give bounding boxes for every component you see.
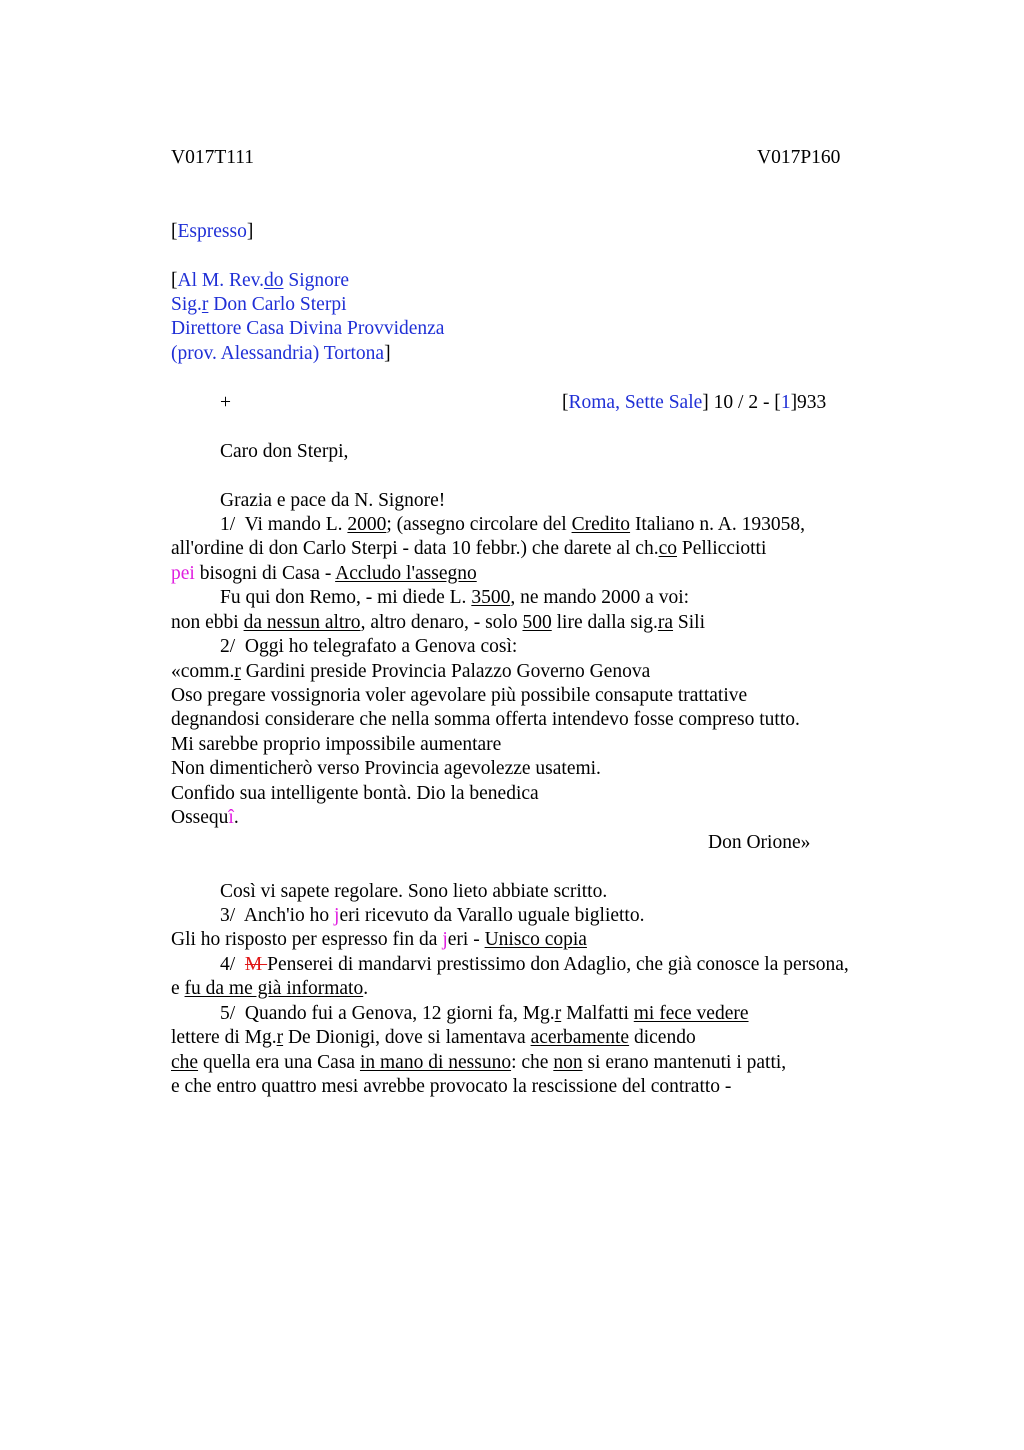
address-line-1: [Al M. Rev.do Signore: [171, 270, 350, 291]
body-line: Grazia e pace da N. Signore!: [220, 490, 446, 511]
body-line: 1/ Vi mando L. 2000; (assegno circolare del Credito Italiano n. A. 193058,: [220, 514, 806, 535]
telegram-line: «comm.r Gardini preside Provincia Palazzo Governo Genova: [171, 661, 651, 682]
document-code-left: V017T111: [171, 147, 255, 168]
body-line: 2/ Oggi ho telegrafato a Genova così:: [220, 636, 518, 657]
body-line: 5/ Quando fui a Genova, 12 giorni fa, Mg.r Malfatti mi fece vedere: [220, 1003, 749, 1024]
body-line: non ebbi da nessun altro, altro denaro, - solo 500 lire dalla sig.ra Sili: [171, 612, 706, 633]
address-line-2: Sig.r Don Carlo Sterpi: [171, 294, 347, 315]
body-line: lettere di Mg.r De Dionigi, dove si lamentava acerbamente dicendo: [171, 1027, 696, 1048]
greeting: Caro don Sterpi,: [220, 441, 349, 462]
address-line-3: Direttore Casa Divina Provvidenza: [171, 318, 445, 339]
telegram-line: Non dimenticherò verso Provincia agevolezze usatemi.: [171, 758, 601, 779]
body-line: Fu qui don Remo, - mi diede L. 3500, ne mando 2000 a voi:: [220, 587, 690, 608]
telegram-line: Oso pregare vossignoria voler agevolare più possibile consapute trattative: [171, 685, 748, 706]
document-code-right: V017P160: [757, 147, 841, 168]
body-line: Gli ho risposto per espresso fin da jeri - Unisco copia: [171, 929, 587, 950]
telegram-line: Confido sua intelligente bontà. Dio la benedica: [171, 783, 539, 804]
telegram-signature: Don Orione»: [708, 832, 811, 853]
body-line: che quella era una Casa in mano di nessuno: che non si erano mantenuti i patti,: [171, 1052, 787, 1073]
body-line: e fu da me già informato.: [171, 978, 369, 999]
body-line: pei bisogni di Casa - Accludo l'assegno: [171, 563, 477, 584]
body-line: Così vi sapete regolare. Sono lieto abbiate scritto.: [220, 881, 608, 902]
dateline: [Roma, Sette Sale] 10 / 2 - [1]933: [562, 392, 827, 413]
body-line: 3/ Anch'io ho jeri ricevuto da Varallo uguale biglietto.: [220, 905, 645, 926]
telegram-line: Mi sarebbe proprio impossibile aumentare: [171, 734, 502, 755]
telegram-line: degnandosi considerare che nella somma offerta intendevo fosse compreso tutto.: [171, 709, 800, 730]
body-line: 4/ M Penserei di mandarvi prestissimo don Adaglio, che già conosce la persona,: [220, 954, 849, 975]
cross-symbol: +: [220, 392, 231, 413]
body-line: e che entro quattro mesi avrebbe provocato la rescissione del contratto -: [171, 1076, 732, 1097]
body-line: all'ordine di don Carlo Sterpi - data 10 febbr.) che darete al ch.co Pellicciotti: [171, 538, 767, 559]
telegram-line: Ossequî.: [171, 807, 239, 828]
address-line-4: (prov. Alessandria) Tortona]: [171, 343, 391, 364]
espresso-note: [Espresso]: [171, 221, 254, 242]
